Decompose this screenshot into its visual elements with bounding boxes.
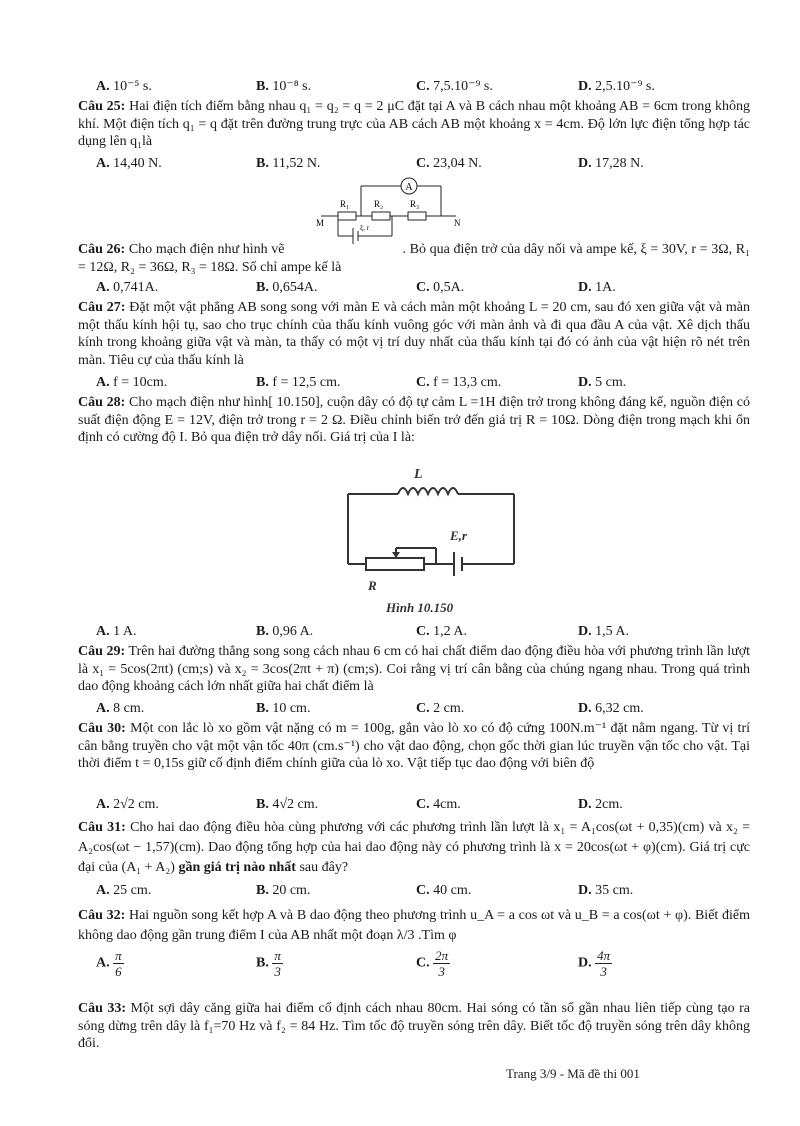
q28-resistor-label: R (368, 578, 377, 593)
q27-option-a: A. f = 10cm. (96, 375, 168, 390)
q28-option-a: A. 1 A. (96, 624, 137, 639)
q30-stem: Câu 30: Một con lắc lò xo gồm vật nặng có m = 100g, gắn vào lò xo có độ cứng 100N.m⁻¹ đặt nằm ngang. Từ vị trí cân bằng truyền cho vật một vận tốc 40π (cm.s⁻¹) cho vật dao động, chọn gốc thời gian lúc truyền vận tốc cho vật. Tại thời điểm t = 0,15s giữ cố định điểm chính giữa của lò xo. Vật tiếp tục dao động với biên độ (78, 721, 750, 771)
q30-option-b: B. 4√2 cm. (256, 797, 319, 812)
q26-n-label: N (454, 218, 461, 228)
q26-ammeter-label: A (405, 182, 413, 193)
q32-fraction-b: $\frac{\pi}{3}$ (274, 948, 281, 979)
q25-option-d: D. 17,28 N. (578, 156, 644, 171)
q26-stem: Câu 26: Cho mạch điện như hình vẽ . Bỏ qua điện trở của dây nối và ampe kế, ξ = 30V, r = 3Ω, R₁ = 12Ω, R₂ = 36Ω, R₃ = 18Ω. Số chỉ ampe kế là (78, 242, 750, 275)
q25-option-c: C. 23,04 N. (416, 156, 482, 171)
q28-inductor-label: L (414, 467, 423, 482)
q32-option-b: B. $\frac{\pi}{3}$ (256, 948, 281, 979)
q32-options (96, 948, 750, 992)
q27-option-b: B. f = 12,5 cm. (256, 375, 341, 390)
q26-m-label: M (316, 218, 325, 228)
q26-option-d: D. 1A. (578, 280, 616, 295)
q24-option-c: C. 7,5.10⁻⁹ s. (416, 79, 493, 94)
q28-options (96, 624, 750, 642)
q28-figure-caption: Hình 10.150 (386, 600, 454, 615)
q32-option-d: D. $\frac{4\pi}{3}$ (578, 948, 611, 979)
q29-options (96, 701, 750, 719)
q27-option-c: C. f = 13,3 cm. (416, 375, 502, 390)
q27-options (96, 375, 750, 393)
q31-stem: Câu 31: Cho hai dao động điều hòa cùng phương với các phương trình lần lượt là x₁ = A₁cos(ωt + 0,35)(cm) và x₂ = A₂cos(ωt − 1,57)(cm). Dao động tổng hợp của hai dao động này có phương trình là x = 20cos(ωt + φ)(cm). Giá trị cực đại của (A₁ + A₂) gần giá trị nào nhất sau đây? (78, 820, 750, 875)
q25-option-b: B. 11,52 N. (256, 156, 321, 171)
q33-stem: Câu 33: Một sợi dây căng giữa hai điểm cố định cách nhau 80cm. Hai sóng có tần số gần nhau liên tiếp cùng tạo ra sóng dừng trên dây là f₁=70 Hz và f₂ = 84 Hz. Tìm tốc độ truyền sóng trên dây. Biết tốc độ truyền sóng trên dây không đổi. (78, 1001, 751, 1051)
q29-option-b: B. 10 cm. (256, 701, 311, 716)
q28-option-c: C. 1,2 A. (416, 624, 467, 639)
q26-option-a: A. 0,741A. (96, 280, 159, 295)
q28-stem: Câu 28: Cho mạch điện như hình[ 10.150], cuộn dây có độ tự cảm L =1H điện trở trong không đáng kể, nguồn điện có suất điện động E = 12V, điện trở trong r = 2 Ω. Điều chỉnh biến trở đến giá trị R = 10Ω. Dòng điện trong mạch khi ổn định có cường độ I. Bỏ qua điện trở dây nối. Giá trị của I là: (78, 395, 751, 445)
q26-r2-label: R₂ (374, 199, 384, 209)
q24-option-b: B. 10⁻⁸ s. (256, 79, 312, 94)
q29-option-d: D. 6,32 cm. (578, 701, 644, 716)
q31-option-a: A. 25 cm. (96, 883, 152, 898)
q24-option-d: D. 2,5.10⁻⁹ s. (578, 79, 655, 94)
q32-option-a: A. $\frac{\pi}{6}$ (96, 948, 122, 979)
q26-source-label: ξ, r (360, 224, 369, 232)
q25-stem: Câu 25: Hai điện tích điểm bằng nhau q₁ = q₂ = q = 2 μC đặt tại A và B cách nhau một khoảng AB = 6cm trong không khí. Một điện tích q₁ = q đặt trên đường trung trực của AB cách AB một khoảng x = 4cm. Độ lớn lực điện tổng hợp tác dụng lên q₁là (78, 99, 751, 149)
q30-options (96, 797, 750, 815)
q31-option-d: D. 35 cm. (578, 883, 634, 898)
q31-option-c: C. 40 cm. (416, 883, 472, 898)
q30-option-c: C. 4cm. (416, 797, 461, 812)
q32-fraction-d: $\frac{4\pi}{3}$ (597, 948, 611, 979)
q24-option-a: A. 10⁻⁵ s. (96, 79, 152, 94)
page-footer: Trang 3/9 - Mã đề thi 001 (506, 1066, 640, 1081)
q26-r3-label: R₃ (410, 199, 420, 209)
q28-source-label: E,r (450, 528, 467, 543)
q26-options (96, 280, 750, 298)
q28-option-b: B. 0,96 A. (256, 624, 314, 639)
q32-option-c: C. $\frac{2\pi}{3}$ (416, 948, 449, 979)
q30-option-d: D. 2cm. (578, 797, 623, 812)
q29-option-c: C. 2 cm. (416, 701, 465, 716)
q28-circuit-figure (338, 456, 524, 618)
q28-option-d: D. 1,5 A. (578, 624, 629, 639)
q25-options (96, 156, 750, 174)
q26-option-c: C. 0,5A. (416, 280, 465, 295)
q27-option-d: D. 5 cm. (578, 375, 627, 390)
q29-option-a: A. 8 cm. (96, 701, 145, 716)
q24-options (96, 78, 750, 96)
q32-stem: Câu 32: Hai nguồn song kết hợp A và B dao động theo phương trình u_A = a cos ωt và u_B = a cos(ωt + φ). Biết điểm không dao động gần trung điểm I của AB nhất một đoạn λ/3 .Tìm φ (78, 908, 750, 943)
q31-options (96, 883, 750, 901)
q32-fraction-c: $\frac{2\pi}{3}$ (435, 948, 449, 979)
q30-option-a: A. 2√2 cm. (96, 797, 159, 812)
q26-option-b: B. 0,654A. (256, 280, 318, 295)
q29-stem: Câu 29: Trên hai đường thẳng song song cách nhau 6 cm có hai chất điểm dao động điều hòa với phương trình lần lượt là x₁ = 5cos(2πt) (cm;s) và x₂ = 3cos(2πt + π) (cm;s). Coi rằng vị trí cân bằng của chúng ngang nhau. Trong quá trình dao động khoảng cách lớn nhất giữa hai chất điểm là (78, 644, 750, 694)
q26-r1-label: R₁ (340, 199, 350, 209)
q31-option-b: B. 20 cm. (256, 883, 311, 898)
q32-fraction-a: $\frac{\pi}{6}$ (115, 948, 122, 979)
q25-option-a: A. 14,40 N. (96, 156, 162, 171)
q27-stem: Câu 27: Đặt một vật phẳng AB song song với màn E và cách màn một khoảng L = 20 cm, sau đó xen giữa vật và màn một thấu kính hội tụ, sao cho trục chính của thấu kính vuông góc với màn ảnh và đi qua đầu A của vật. Xê dịch thấu kính trong khoảng giữa vật và màn, ta thấy có một vị trí duy nhất của thấu kính tại đó có ảnh của vật hiện rõ nét trên màn. Tiêu cự của thấu kính là (78, 300, 750, 368)
